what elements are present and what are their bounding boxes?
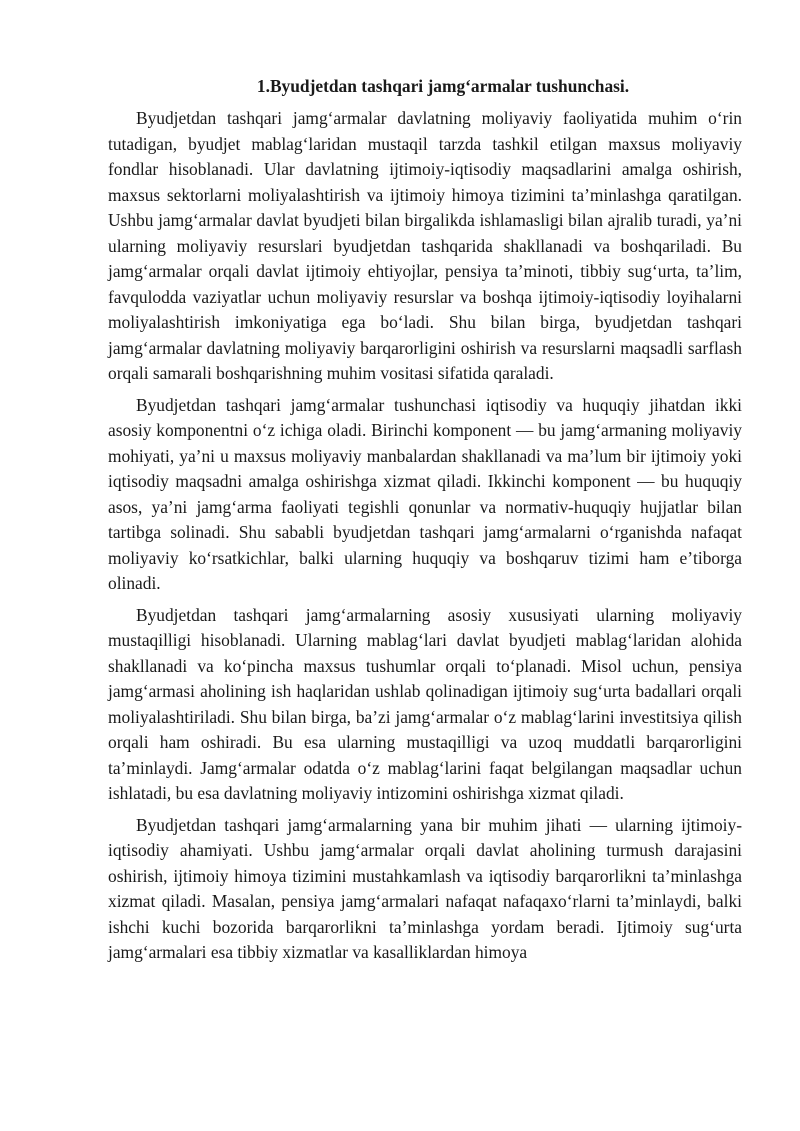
paragraph-2: Byudjetdan tashqari jamgʻarmalar tushunchasi iqtisodiy va huquqiy jihatdan ikki asosiy komponentni oʻz ichiga oladi. Birinchi komponent — bu jamgʻarmaning moliyaviy mohiyati, yaʼni u maxsus moliyaviy manbalardan shakllanadi va maʼlum bir ijtimoiy yoki iqtisodiy maqsadni amalga oshirishga xizmat qiladi. Ikkinchi komponent — bu huquqiy asos, yaʼni jamgʻarma faoliyati tegishli qonunlar va normativ-huquqiy hujjatlar bilan tartibga solinadi. Shu sababli byudjetdan tashqari jamgʻarmalarni oʻrganishda nafaqat moliyaviy koʻrsatkichlar, balki ularning huquqiy va boshqaruv tizimi ham eʼtiborga olinadi. (108, 394, 742, 593)
paragraph-4: Byudjetdan tashqari jamgʻarmalarning yana bir muhim jihati — ularning ijtimoiy-iqtisodiy ahamiyati. Ushbu jamgʻarmalar orqali davlat aholining turmush darajasini oshirish, ijtimoiy himoya tizimini mustahkamlash va iqtisodiy barqarorlikni taʼminlashga xizmat qiladi. Masalan, pensiya jamgʻarmalari nafaqat nafaqaxoʻrlarni taʼminlaydi, balki ishchi kuchi bozorida barqarorlikni taʼminlashga yordam beradi. Ijtimoiy sugʻurta jamgʻarmalari esa tibbiy xizmatlar va kasalliklardan himoya (108, 814, 742, 962)
paragraph-1: Byudjetdan tashqari jamgʻarmalar davlatning moliyaviy faoliyatida muhim oʻrin tutadigan, byudjet mablagʻlaridan mustaqil tarzda tashkil etilgan maxsus moliyaviy fondlar hisoblanadi. Ular davlatning ijtimoiy-iqtisodiy maqsadlarini amalga oshirish, maxsus sektorlarni moliyalashtirish va ijtimoiy himoya tizimini taʼminlashga qaratilgan. Ushbu jamgʻarmalar davlat byudjeti bilan birgalikda ishlamasligi bilan ajralib turadi, yaʼni ularning moliyaviy resurslari byudjetdan tashqarida shakllanadi va boshqariladi. Bu jamgʻarmalar orqali davlat ijtimoiy ehtiyojlar, pensiya taʼminoti, tibbiy sugʻurta, taʼlim, favqulodda vaziyatlar uchun moliyaviy resurslar va boshqa ijtimoiy-iqtisodiy loyihalarni moliyalashtirish imkoniyatiga ega boʻladi. Shu bilan birga, byudjetdan tashqari jamgʻarmalar davlatning moliyaviy barqarorligini oshirish va resurslarni maqsadli sarflash orqali samarali boshqarishning muhim vositasi sifatida qaraladi. (108, 108, 742, 383)
paragraph-3: Byudjetdan tashqari jamgʻarmalarning asosiy xususiyati ularning moliyaviy mustaqilligi hisoblanadi. Ularning mablagʻlari davlat byudjeti mablagʻlaridan alohida shakllanadi va koʻpincha maxsus tushumlar orqali toʻplanadi. Misol uchun, pensiya jamgʻarmasi aholining ish haqlaridan ushlab qolinadigan ijtimoiy sugʻurta badallari orqali moliyalashtiriladi. Shu bilan birga, baʼzi jamgʻarmalar oʻz mablagʻlarini investitsiya qilish orqali ham oshiradi. Bu esa ularning mustaqilligi va uzoq muddatli barqarorligini taʼminlaydi. Jamgʻarmalar odatda oʻz mablagʻlarini faqat belgilangan maqsadlar uchun ishlatadi, bu esa davlatning moliyaviy intizomini oshirishga xizmat qiladi. (108, 604, 742, 803)
section-title: 1.Byudjetdan tashqari jamgʻarmalar tushunchasi. (256, 76, 630, 96)
